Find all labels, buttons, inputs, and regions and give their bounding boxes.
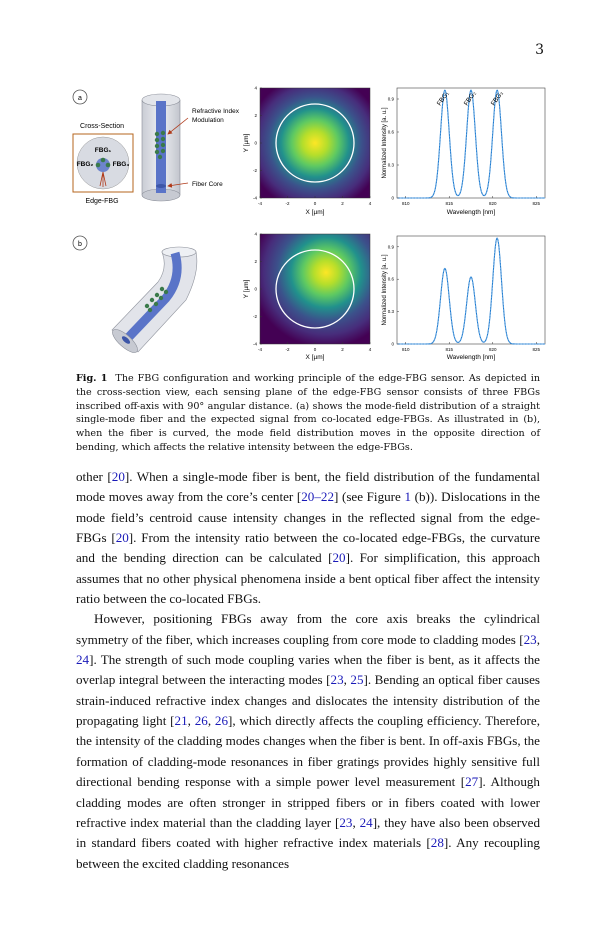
y-tick-label: 0 [391, 341, 394, 347]
body-text [76, 467, 540, 874]
y-tick-label: -2 [252, 314, 257, 319]
citation-link[interactable]: 24 [76, 652, 90, 668]
x-tick-label: 810 [401, 201, 410, 206]
citation-link[interactable]: 21 [174, 713, 188, 729]
paragraph-text: , [536, 631, 540, 647]
y-tick-label: 0.3 [387, 162, 394, 168]
x-tick-label: 4 [368, 347, 372, 352]
y-tick-label: -2 [252, 168, 257, 173]
x-tick-label: 815 [445, 347, 453, 352]
paragraph-text: , [187, 713, 195, 729]
x-tick-label: 820 [489, 201, 497, 206]
spectrum-b [397, 236, 545, 344]
paragraph-text: ]. When a single-mode fiber is bent, the field distribution of the fundamental mode moves away from the core’s center [ [76, 469, 540, 505]
citation-link[interactable]: 25 [350, 672, 364, 688]
modefield-b-xlabel: X [µm] [305, 354, 325, 361]
fbg-dot [96, 163, 101, 168]
modefield-a-ylabel: Y [µm] [243, 133, 250, 153]
modefield-a-xlabel: X [µm] [305, 209, 325, 216]
fbg2-label: FBG₂ [76, 161, 94, 168]
paragraph-text: ]. Although cladding modes are often stronger in stripped fibers or in fibers coated with lower refractive index material than the cladding layer [ [76, 774, 540, 830]
x-tick-label: -4 [257, 347, 263, 352]
paragraph-text: ] (see Figure [333, 489, 405, 505]
y-tick-label: -4 [252, 341, 257, 347]
panel-a-label: a [78, 95, 82, 102]
x-tick-label: 825 [532, 201, 541, 206]
y-tick-label: -4 [252, 195, 257, 201]
x-tick-label: 0 [313, 347, 317, 352]
modefield-a [260, 88, 370, 198]
figure-1 [0, 0, 610, 380]
paragraph-text: ]. Bending an optical fiber causes strain-induced refractive index changes and dislocates the intensity distribution of the propagating light [ [76, 672, 540, 729]
fbg-dot [106, 163, 111, 168]
figure-caption [76, 372, 540, 455]
citation-link[interactable]: 23 [339, 814, 353, 830]
paragraph-text: (b)). Dislocations in the mode field’s centroid cause intensity changes in the reflected signal from the edge-FBGs [ [76, 489, 540, 546]
fiber-core-end [156, 184, 166, 188]
paragraph [76, 609, 540, 873]
paragraph-text: ], they have also been observed in standard fibers coated with higher refractive index materials [ [76, 814, 540, 851]
y-tick-label: 0 [254, 140, 257, 146]
citation-link[interactable]: 20 [115, 530, 129, 546]
ri-mod-label-1: Refractive Index [192, 108, 239, 115]
fbg-dot [101, 158, 106, 163]
paragraph-text: ]. Any recoupling between the excited cladding resonances [76, 835, 540, 871]
peak-label-1: FBG₁ [435, 90, 451, 108]
x-tick-label: -4 [257, 201, 263, 206]
spectrum-b-xlabel: Wavelength [nm] [446, 354, 496, 361]
citation-link[interactable]: 1 [404, 489, 411, 505]
y-tick-label: 4 [254, 231, 257, 237]
x-tick-label: 4 [368, 201, 372, 206]
citation-link[interactable]: 26 [194, 713, 208, 729]
modefield-b-ylabel: Y [µm] [243, 279, 250, 299]
paragraph-text: , [207, 713, 215, 729]
x-tick-label: 820 [489, 347, 497, 352]
edge-fbg-label: Edge-FBG [85, 198, 119, 205]
citation-link[interactable]: 23 [523, 631, 537, 647]
citation-link[interactable]: 26 [214, 713, 229, 729]
x-tick-label: -2 [285, 201, 290, 206]
y-tick-label: 2 [254, 113, 257, 118]
citation-link[interactable]: 23 [330, 672, 344, 688]
cross-section-label: Cross-Section [80, 123, 124, 130]
y-tick-label: 4 [254, 85, 257, 91]
fbg1-label: FBG₁ [94, 147, 112, 154]
x-tick-label: 815 [445, 201, 453, 206]
x-tick-label: 825 [532, 347, 541, 352]
x-tick-label: 2 [341, 347, 344, 352]
y-tick-label: 0.9 [387, 96, 394, 102]
x-tick-label: 810 [401, 347, 410, 352]
paragraph-text: However, positioning FBGs away from the core axis breaks the cylindrical symmetry of the fiber, which increases coupling from core mode to cladding modes [ [76, 611, 540, 647]
citation-link[interactable]: 24 [359, 814, 373, 830]
y-tick-label: 0.6 [387, 129, 394, 135]
y-tick-label: 2 [254, 259, 257, 264]
paragraph-text: ], which directly affects the coupling efficiency. Therefore, the intensity of the cladding modes changes when the fiber is bent. In off-axis FBGs, the formation of cladding-mode resonances in fiber gratings provides highly sensitive full directional bending response with a simple power level measurement [ [76, 713, 540, 790]
y-tick-label: 0.6 [387, 276, 394, 282]
fiber-core-label: Fiber Core [192, 181, 223, 188]
citation-link[interactable]: 20 [111, 469, 125, 484]
x-tick-label: 0 [313, 201, 317, 206]
citation-link[interactable]: 28 [430, 835, 444, 851]
y-tick-label: 0 [391, 195, 394, 201]
y-tick-label: 0.9 [387, 244, 394, 250]
paragraph-text: ]. From the intensity ratio between the co-located edge-FBGs, the curvature and the bending direction can be calculated [ [76, 530, 541, 566]
citation-link[interactable]: 20–22 [301, 489, 334, 505]
paragraph-text: ]. For simplification, this approach assumes that no other physical phenomena inside a bent optical fiber affect the intensity ratio between the co-located FBGs. [76, 550, 540, 607]
paragraph-text: other [ [76, 469, 112, 484]
paragraph-text: , [343, 672, 351, 688]
paragraph-text: , [352, 814, 360, 830]
peak-label-2: FBG₂ [462, 90, 478, 108]
peak-label-3: FBG₃ [489, 90, 505, 108]
paragraph [76, 467, 540, 609]
spectrum-a-ylabel: Normalized Intensity [a. u.] [382, 107, 388, 179]
fbg3-label: FBG₃ [112, 161, 130, 168]
y-tick-label: 0.3 [387, 309, 394, 315]
modefield-b [260, 234, 370, 344]
paragraph-text: ]. The strength of such mode coupling varies when the fiber is bent, as it affects the overlap integral between the interacting modes [ [76, 652, 540, 688]
spectrum-a [397, 88, 545, 198]
citation-link[interactable]: 20 [332, 550, 346, 566]
x-tick-label: -2 [285, 347, 290, 352]
ri-mod-label-2: Modulation [192, 117, 224, 124]
citation-link[interactable]: 27 [465, 774, 479, 790]
spectrum-a-xlabel: Wavelength [nm] [446, 209, 496, 216]
page-number: 3 [535, 42, 544, 58]
spectrum-b-ylabel: Normalized Intensity [a. u.] [382, 254, 388, 326]
panel-b-label: b [78, 241, 82, 248]
caption-text: The FBG configuration and working principle of the edge-FBG sensor. As depicted in the cross-section view, each sensing plane of the edge-FBG sensor consists of three FBGs inscribed off-axis with 90° angular distance. (a) shows the mode-field distribution of a straight single-mode fiber and the expected signal from co-located edge-FBGs. As illustrated in (b), when the fiber is curved, the mode field distribution moves in the opposite direction of bending, which affects the relative intensity between the edge-FBGs. [76, 373, 540, 453]
x-tick-label: 2 [341, 201, 344, 206]
caption-label: Fig. 1 [76, 373, 108, 384]
y-tick-label: 0 [254, 286, 257, 292]
